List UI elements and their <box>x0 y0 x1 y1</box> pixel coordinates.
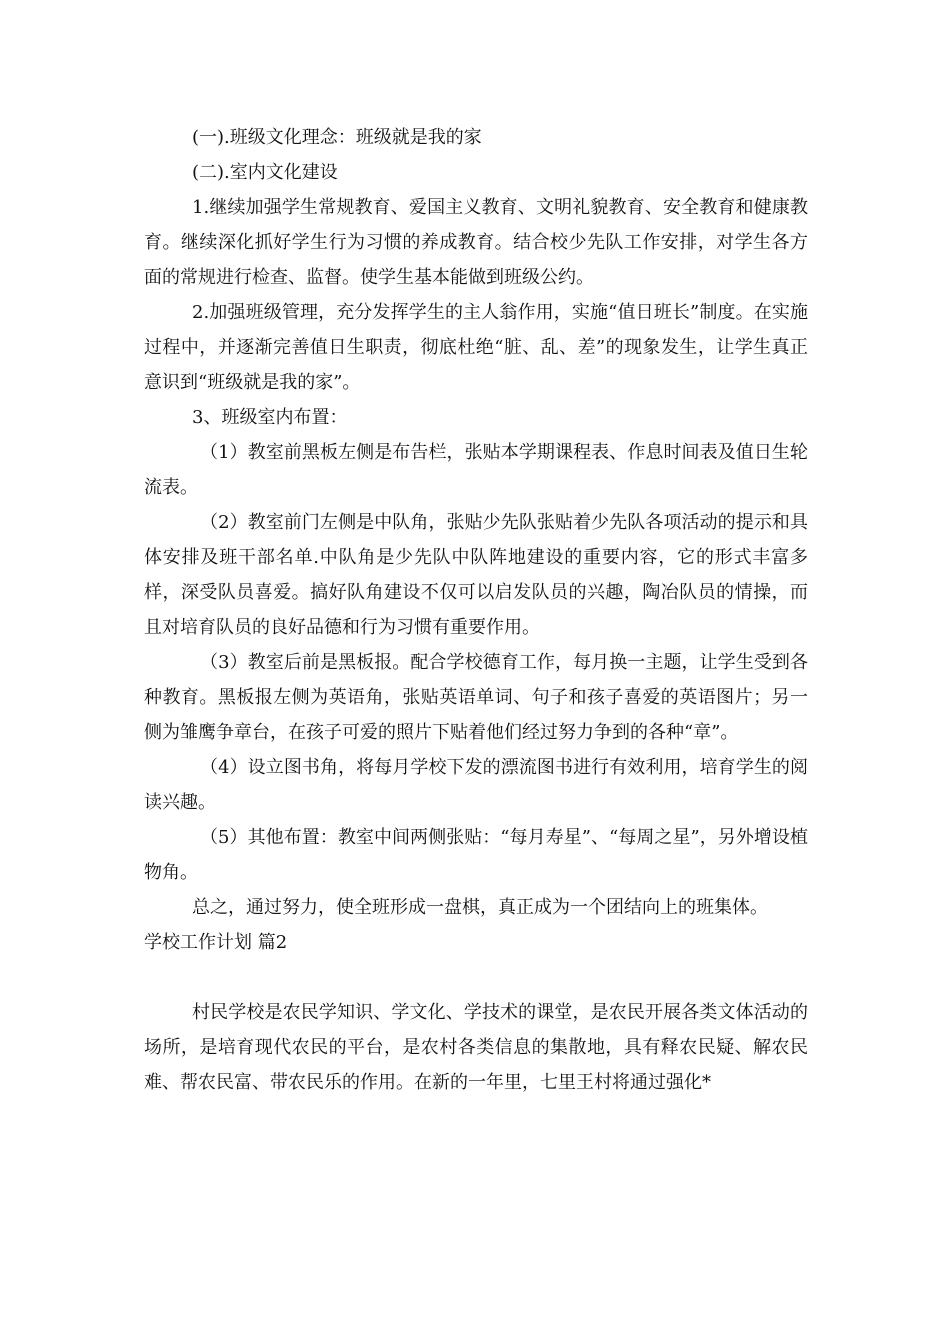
paragraph-summary: 总之，通过努力，使全班形成一盘棋，真正成为一个团结向上的班集体。 <box>192 897 768 918</box>
subheading-room-layout: 3、班级室内布置： <box>192 407 348 428</box>
paragraph-village-school: 村民学校是农民学知识、学文化、学技术的课堂，是农民开展各类文体活动的场所，是培育现代农民的平台，是农村各类信息的集散地，具有释农民疑、解农民难、帮农民富、带农民乐的作用。在新的一年里，七里王村将通过强化* <box>144 1002 808 1093</box>
section-title-plan-2: 学校工作计划 篇2 <box>144 932 288 953</box>
paragraph-class-management: 2.加强班级管理，充分发挥学生的主人翁作用，实施“值日班长”制度。在实施过程中，并逐渐完善值日生职责，彻底杜绝“脏、乱、差”的现象发生，让学生真正意识到“班级就是我的家”。 <box>144 302 808 393</box>
list-item-squadron-corner: （2）教室前门左侧是中队角，张贴少先队张贴着少先队各项活动的提示和具体安排及班干部名单.中队角是少先队中队阵地建设的重要内容，它的形式丰富多样，深受队员喜爱。搞好队角建设不仅可以启发队员的兴趣，陶冶队员的情操，而且对培育队员的良好品德和行为习惯有重要作用。 <box>144 512 808 638</box>
list-item-bulletin-board: （1）教室前黑板左侧是布告栏，张贴本学期课程表、作息时间表及值日生轮流表。 <box>144 442 808 498</box>
list-item-book-corner: （4）设立图书角，将每月学校下发的漂流图书进行有效利用，培育学生的阅读兴趣。 <box>144 757 808 813</box>
section-heading-class-culture: (一).班级文化理念：班级就是我的家 <box>192 127 482 148</box>
list-item-other-layout: （5）其他布置：教室中间两侧张贴：“每月寿星”、“每周之星”，另外增设植物角。 <box>144 827 808 883</box>
section-heading-indoor-culture: (二).室内文化建设 <box>192 162 338 183</box>
list-item-blackboard-newspaper: （3）教室后前是黑板报。配合学校德育工作，每月换一主题，让学生受到各种教育。黑板报左侧为英语角，张贴英语单词、句子和孩子喜爱的英语图片；另一侧为雏鹰争章台，在孩子可爱的照片下贴着他们经过努力争到的各种“章”。 <box>144 652 808 743</box>
paragraph-routine-education: 1.继续加强学生常规教育、爱国主义教育、文明礼貌教育、安全教育和健康教育。继续深化抓好学生行为习惯的养成教育。结合校少先队工作安排，对学生各方面的常规进行检查、监督。使学生基本能做到班级公约。 <box>144 197 808 288</box>
document-body <box>144 120 808 1100</box>
